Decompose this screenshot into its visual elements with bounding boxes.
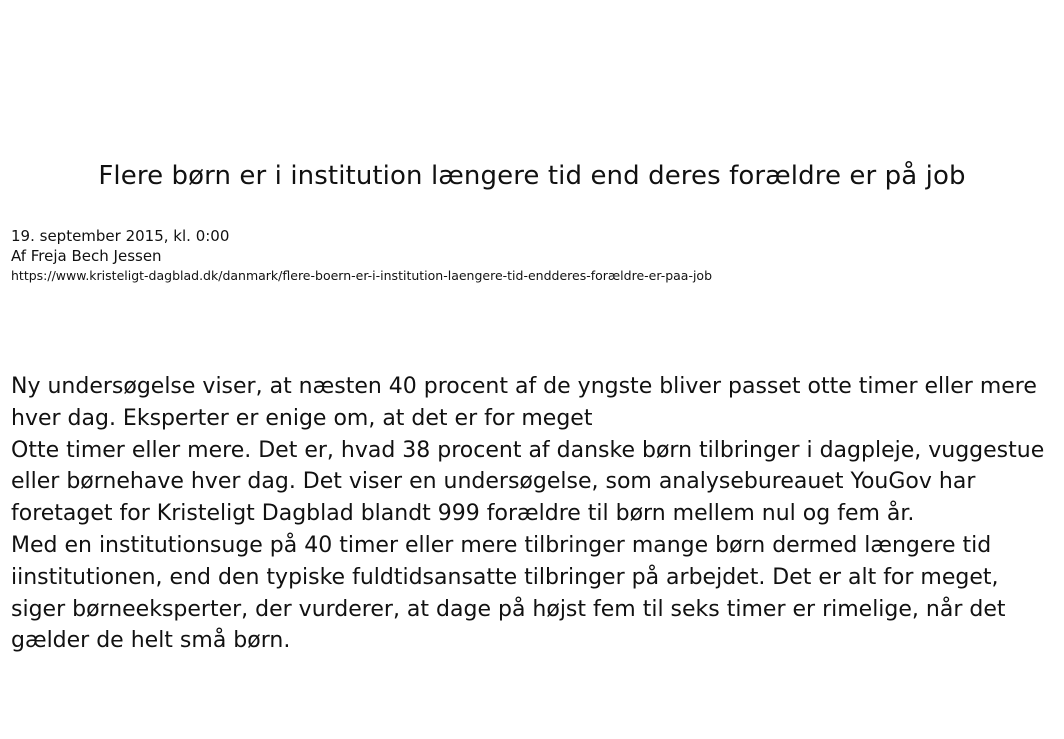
article-lead-paragraph: Ny undersøgelse viser, at næsten 40 procent af de yngste bliver passet otte timer eller mere hver dag. Eksperter er enige om, at det er for meget xyxy=(11,374,1037,431)
article-title: Flere børn er i institution længere tid end deres forældre er på job xyxy=(98,161,966,191)
article-meta xyxy=(11,226,1051,286)
article-body xyxy=(11,371,1056,657)
article-paragraph: Med en institutionsuge på 40 timer eller mere tilbringer mange børn dermed længere tid iinstitutionen, end den typiske fuldtidsansatte tilbringer på arbejdet. Det er alt for meget, siger børneeksperter, der vurderer, at dage på højst fem til seks timer er rimelige, når det gælder de helt små børn. xyxy=(11,532,1006,654)
article-date: 19. september 2015, kl. 0:00 xyxy=(11,227,230,245)
article-paragraph: Otte timer eller mere. Det er, hvad 38 procent af danske børn tilbringer i dagpleje, vuggestue eller børnehave hver dag. Det viser en undersøgelse, som analysebureauet YouGov har foretaget for Kristeligt Dagblad blandt 999 forældre til børn mellem nul og fem år. xyxy=(11,437,1045,527)
article-author: Af Freja Bech Jessen xyxy=(11,247,162,265)
article-url: https://www.kristeligt-dagblad.dk/danmark/flere-boern-er-i-institution-laengere-tid-endderes-forældre-er-paa-job xyxy=(11,268,713,283)
